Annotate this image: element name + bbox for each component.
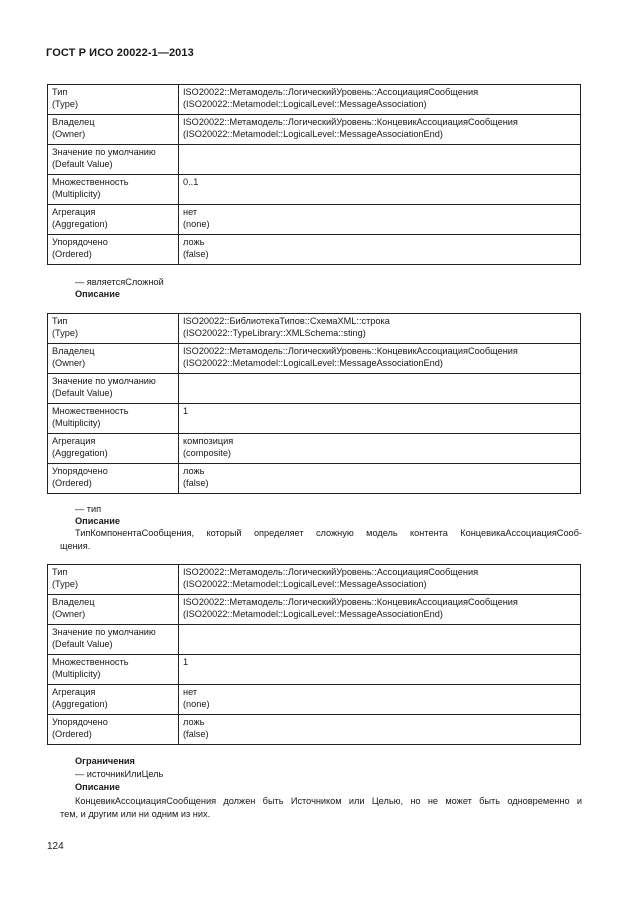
property-row (48, 235, 581, 265)
property-name-cell (48, 374, 179, 404)
property-value-line: (none) (183, 219, 210, 229)
property-value-line: нет (183, 687, 198, 697)
property-name-line: (Default Value) (52, 159, 113, 169)
paragraph-line: КонцевикАссоциацияСообщения должен быть Источником или Целью, но не может быть одновременно и (75, 796, 582, 806)
property-value-cell (179, 685, 581, 715)
property-name-line: (Multiplicity) (52, 189, 101, 199)
property-name-line: (Default Value) (52, 639, 113, 649)
property-name-line: Агрегация (52, 436, 96, 446)
property-row (48, 464, 581, 494)
description-heading: Описание (75, 516, 120, 526)
property-name-cell (48, 115, 179, 145)
property-name-line: Множественность (52, 657, 129, 667)
property-value-line: ISO20022::Метамодель::ЛогическийУровень::КонцевикАссоциацияСообщения (183, 346, 518, 356)
property-name-line: (Ordered) (52, 478, 92, 488)
property-name-line: Упорядочено (52, 466, 108, 476)
constraints-heading: Ограничения (75, 756, 135, 766)
property-value-line: (ISO20022::Metamodel::LogicalLevel::MessageAssociation) (183, 99, 427, 109)
property-name-cell (48, 235, 179, 265)
property-value-cell (179, 374, 581, 404)
property-value-line: ISO20022::Метамодель::ЛогическийУровень::КонцевикАссоциацияСообщения (183, 117, 518, 127)
item-type: — тип (75, 504, 102, 514)
property-value-cell (179, 235, 581, 265)
property-name-cell (48, 344, 179, 374)
property-name-line: Значение по умолчанию (52, 627, 156, 637)
property-name-cell (48, 625, 179, 655)
property-row (48, 625, 581, 655)
property-name-line: (Type) (52, 99, 79, 109)
property-name-cell (48, 685, 179, 715)
property-name-line: Владелец (52, 597, 95, 607)
property-name-cell (48, 404, 179, 434)
property-row (48, 404, 581, 434)
property-row (48, 655, 581, 685)
property-value-line: 1 (183, 406, 189, 416)
property-value-line: композиция (183, 436, 234, 446)
property-value-line: ISO20022::Метамодель::ЛогическийУровень::АссоциацияСообщения (183, 567, 479, 577)
property-value-line: (false) (183, 249, 209, 259)
property-name-line: (Type) (52, 579, 79, 589)
page-number: 124 (47, 841, 64, 852)
property-name-line: Тип (52, 316, 68, 326)
property-name-cell (48, 85, 179, 115)
property-value-line: ISO20022::БиблиотекаТипов::СхемаXML::строка (183, 316, 390, 326)
property-row (48, 434, 581, 464)
description-paragraph (60, 527, 582, 553)
property-name-line: Упорядочено (52, 717, 108, 727)
description-heading: Описание (75, 289, 120, 299)
property-row (48, 314, 581, 344)
property-name-line: Упорядочено (52, 237, 108, 247)
property-name-line: Множественность (52, 177, 129, 187)
property-name-line: Агрегация (52, 207, 96, 217)
property-name-line: (Owner) (52, 129, 86, 139)
property-name-cell (48, 145, 179, 175)
property-name-line: (Type) (52, 328, 79, 338)
property-name-line: (Aggregation) (52, 699, 108, 709)
property-row (48, 115, 581, 145)
property-name-line: Владелец (52, 117, 95, 127)
property-value-cell (179, 175, 581, 205)
property-name-cell (48, 715, 179, 745)
property-value-line: (ISO20022::TypeLibrary::XMLSchema::sting) (183, 328, 366, 338)
property-value-line: (false) (183, 478, 209, 488)
property-value-line: нет (183, 207, 198, 217)
property-name-line: Агрегация (52, 687, 96, 697)
property-value-cell (179, 565, 581, 595)
property-value-line: (composite) (183, 448, 231, 458)
property-row (48, 565, 581, 595)
property-value-line: (ISO20022::Metamodel::LogicalLevel::MessageAssociationEnd) (183, 609, 443, 619)
property-row (48, 715, 581, 745)
property-value-cell (179, 655, 581, 685)
property-value-line: ложь (183, 466, 205, 476)
property-row (48, 205, 581, 235)
properties-table-2 (47, 313, 581, 494)
item-source-or-target: — источникИлиЦель (75, 769, 164, 779)
description-heading: Описание (75, 782, 120, 792)
property-name-cell (48, 175, 179, 205)
property-name-cell (48, 314, 179, 344)
property-name-cell (48, 655, 179, 685)
property-value-cell (179, 314, 581, 344)
property-name-line: (Multiplicity) (52, 418, 101, 428)
property-row (48, 595, 581, 625)
properties-table-3 (47, 564, 581, 745)
property-name-line: Значение по умолчанию (52, 147, 156, 157)
property-name-line: (Owner) (52, 609, 86, 619)
property-name-line: Значение по умолчанию (52, 376, 156, 386)
property-value-line: (ISO20022::Metamodel::LogicalLevel::MessageAssociation) (183, 579, 427, 589)
property-value-cell (179, 404, 581, 434)
property-value-line: ложь (183, 717, 205, 727)
property-value-line: ложь (183, 237, 205, 247)
property-value-line: ISO20022::Метамодель::ЛогическийУровень::АссоциацияСообщения (183, 87, 479, 97)
properties-table-1 (47, 84, 581, 265)
paragraph-line: тем, и другим или ни одним из них. (60, 809, 211, 819)
property-name-line: (Multiplicity) (52, 669, 101, 679)
property-name-line: (Default Value) (52, 388, 113, 398)
property-name-line: Владелец (52, 346, 95, 356)
property-value-cell (179, 715, 581, 745)
property-value-cell (179, 625, 581, 655)
property-name-cell (48, 434, 179, 464)
property-value-line: (false) (183, 729, 209, 739)
property-row (48, 374, 581, 404)
property-name-cell (48, 565, 179, 595)
property-value-line: (none) (183, 699, 210, 709)
property-name-line: (Ordered) (52, 729, 92, 739)
property-value-line: 0..1 (183, 177, 199, 187)
property-value-line: 1 (183, 657, 189, 667)
document-header: ГОСТ Р ИСО 20022-1—2013 (46, 47, 194, 59)
item-is-complex: — являетсяСложной (75, 277, 164, 287)
property-row (48, 685, 581, 715)
property-value-line: ISO20022::Метамодель::ЛогическийУровень::КонцевикАссоциацияСообщения (183, 597, 518, 607)
property-name-line: (Aggregation) (52, 219, 108, 229)
property-row (48, 175, 581, 205)
property-name-line: Множественность (52, 406, 129, 416)
property-value-cell (179, 115, 581, 145)
property-name-cell (48, 205, 179, 235)
property-value-cell (179, 344, 581, 374)
property-value-cell (179, 145, 581, 175)
property-value-cell (179, 85, 581, 115)
property-value-cell (179, 464, 581, 494)
property-value-cell (179, 434, 581, 464)
property-row (48, 85, 581, 115)
property-value-cell (179, 595, 581, 625)
paragraph-line: щения. (60, 541, 91, 551)
property-name-cell (48, 464, 179, 494)
property-name-line: (Ordered) (52, 249, 92, 259)
property-value-cell (179, 205, 581, 235)
property-row (48, 344, 581, 374)
property-value-line: (ISO20022::Metamodel::LogicalLevel::MessageAssociationEnd) (183, 129, 443, 139)
property-row (48, 145, 581, 175)
property-value-line: (ISO20022::Metamodel::LogicalLevel::MessageAssociationEnd) (183, 358, 443, 368)
property-name-line: (Aggregation) (52, 448, 108, 458)
property-name-line: Тип (52, 87, 68, 97)
property-name-line: Тип (52, 567, 68, 577)
paragraph-line: ТипКомпонентаСообщения, который определяет сложную модель контента КонцевикаАссоциацияСооб- (75, 528, 582, 538)
property-name-cell (48, 595, 179, 625)
property-name-line: (Owner) (52, 358, 86, 368)
description-paragraph (60, 795, 582, 821)
